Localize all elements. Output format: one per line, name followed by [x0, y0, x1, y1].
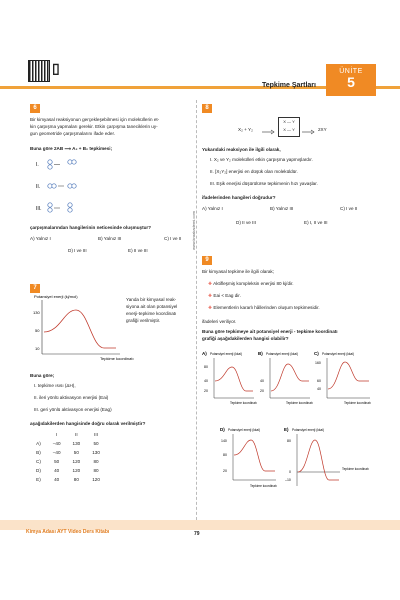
- cell: 40: [54, 477, 60, 482]
- qr-code-icon: [28, 60, 50, 82]
- text-line: enerji-tepkime koordinatı: [126, 311, 177, 316]
- text-line: Yanda bir kimyasal reak-: [126, 297, 177, 302]
- cell: 130: [72, 441, 81, 446]
- item-text: II. ileri yönlü aktivasyon enerjisi (Eai): [34, 395, 109, 400]
- side-url: www.kraakademi.com: [191, 211, 196, 250]
- item-label: II.: [36, 184, 41, 190]
- chart-xlabel: Tepkime koordinatı: [342, 467, 369, 471]
- q9-bullets: [208, 280, 320, 311]
- q6-option-b[interactable]: B) Yalnız III: [98, 236, 122, 241]
- question-number: 7: [30, 284, 40, 293]
- option-chart: [284, 426, 369, 492]
- option-chart: [202, 350, 257, 410]
- option-label: E): [284, 427, 289, 432]
- q8-option-b[interactable]: B) Yalnız III: [270, 206, 294, 211]
- option-letter: E): [36, 477, 41, 482]
- table-header-row: [30, 430, 106, 439]
- svg-text:80: 80: [204, 365, 208, 369]
- q8-option-e[interactable]: E) I, II ve III: [304, 220, 328, 225]
- svg-text:40: 40: [317, 387, 321, 391]
- unit-label: ÜNİTE: [339, 68, 363, 75]
- page-number: 79: [194, 531, 200, 537]
- cell: –40: [52, 441, 61, 446]
- svg-text:–10: –10: [285, 478, 291, 482]
- q9-chart-c[interactable]: [314, 350, 374, 415]
- q7-chart: [30, 294, 134, 364]
- cell: 120: [92, 477, 100, 482]
- text-line: gun geometride çarpışmalarını ifade eder.: [30, 131, 116, 136]
- question-line: Buna göre tepkimeye ait potansiyel enerji - tepkime koordinatı: [202, 329, 338, 334]
- question-number: 8: [202, 104, 212, 113]
- energy-curve: [44, 310, 116, 348]
- option-label: D): [220, 427, 225, 432]
- q6-intro: [30, 116, 190, 137]
- option-label: A): [202, 351, 207, 356]
- option-letter: B): [36, 450, 41, 455]
- table-row[interactable]: [30, 475, 106, 484]
- item-text: III. geri yönlü aktivasyon enerjisi (Eag): [34, 407, 112, 412]
- svg-text:160: 160: [315, 361, 321, 365]
- q6-question: çarpışmalarından hangilerinin neticesinde oluşmuştur?: [30, 225, 151, 230]
- item-text: I. X₂ ve Y₂ molekülleri etkin çarpışma yapmışlardır.: [210, 157, 313, 162]
- q8-option-d[interactable]: D) II ve III: [236, 220, 256, 225]
- q9-chart-b[interactable]: [258, 350, 313, 415]
- cell: 50: [93, 441, 99, 446]
- item-label: I.: [36, 162, 39, 168]
- text-line: kin çarpışma yapmaları gerekir. Etkin çarpışma taneciklerin uy-: [30, 124, 158, 129]
- option-letter: A): [36, 441, 41, 446]
- svg-text:80: 80: [287, 439, 291, 443]
- collision-diagram: [36, 158, 96, 220]
- q8-items: [210, 156, 318, 187]
- cell: 130: [92, 450, 100, 455]
- svg-text:60: 60: [317, 379, 321, 383]
- question-number: 6: [30, 104, 40, 113]
- bullet-text: Aktifleşmiş kompleksin enerjisi 80 kj/dir.: [213, 281, 294, 286]
- cell: 120: [72, 468, 81, 473]
- q8-arrow-icon: [302, 122, 314, 140]
- q8-activated-complex: [278, 117, 300, 137]
- ytick-50: 50: [35, 328, 40, 333]
- chart-xlabel: Tepkime koordinatı: [344, 401, 371, 405]
- q8-reaction-right: 2XY: [318, 127, 327, 132]
- q9-question: [202, 328, 377, 342]
- svg-text:20: 20: [260, 389, 264, 393]
- unit-badge: [326, 64, 376, 96]
- diamond-icon: ❖: [208, 293, 213, 298]
- cell: 120: [72, 459, 81, 464]
- book-title: Kimya Adası AYT Video Ders Kitabı: [26, 529, 110, 535]
- q9-info: ifadeleri veriliyor.: [202, 319, 237, 324]
- chart-xlabel: Tepkime koordinatı: [250, 484, 277, 488]
- ytick-130: 130: [33, 310, 40, 315]
- diamond-icon: ❖: [208, 305, 213, 310]
- svg-text:140: 140: [221, 439, 227, 443]
- chart-xlabel: Tepkime koordinatı: [230, 401, 257, 405]
- q9-chart-e[interactable]: [284, 426, 369, 497]
- q8-reaction-left: X₂ + Y₂: [238, 127, 253, 132]
- cell: 80: [93, 459, 99, 464]
- ytick-10: 10: [35, 346, 40, 351]
- svg-text:20: 20: [223, 469, 227, 473]
- q6-option-d[interactable]: D) I ve III: [68, 248, 87, 253]
- q7-side-text: [126, 296, 196, 324]
- cell: 50: [73, 450, 79, 455]
- chart-xlabel: Tepkime koordinatı: [100, 356, 134, 361]
- q8-option-c[interactable]: C) I ve II: [340, 206, 358, 211]
- chart-ylabel: Potansiyel enerji (kj/mol): [34, 294, 78, 299]
- chart-ylabel: Potansiyel enerji (kkal): [292, 428, 325, 432]
- item-text: I. tepkime ısısı (ΔH),: [34, 383, 76, 388]
- cell: 80: [93, 468, 99, 473]
- complex-bottom: X — Y: [283, 127, 295, 132]
- text-line: grafiği verilmiştir.: [126, 318, 161, 323]
- q7-question: aşağıdakilerden hangisinde doğru olarak verilmiştir?: [30, 421, 146, 426]
- chart-xlabel: Tepkime koordinatı: [286, 401, 313, 405]
- q7-prompt: Buna göre;: [30, 373, 55, 378]
- q8-option-a[interactable]: A) Yalnız I: [202, 206, 223, 211]
- table-header: I: [56, 432, 58, 437]
- answer-table: [30, 430, 106, 484]
- q7-energy-chart: [30, 294, 134, 364]
- bullet-row: [208, 304, 320, 311]
- q6-prompt: Buna göre 2AB ⟶ A₂ + B₂ tepkimesi;: [30, 146, 113, 151]
- option-label: C): [314, 351, 319, 356]
- option-letter: C): [36, 459, 41, 464]
- option-letter: D): [36, 468, 41, 473]
- svg-text:80: 80: [223, 453, 227, 457]
- option-chart: [258, 350, 313, 410]
- q6-option-e[interactable]: E) II ve III: [128, 248, 148, 253]
- text-line: siyona ait olan potansiyel: [126, 304, 178, 309]
- bullet-text: Elementlerin kararlı hâllerinden oluşum tepkimesidir.: [213, 305, 320, 310]
- cell: 40: [54, 468, 60, 473]
- q8-arrow-icon: [262, 122, 274, 140]
- q6-option-a[interactable]: A) Yalnız I: [30, 236, 51, 241]
- table-row[interactable]: [30, 466, 106, 475]
- chart-ylabel: Potansiyel enerji (kkal): [210, 352, 243, 356]
- chart-ylabel: Potansiyel enerji (kkal): [266, 352, 299, 356]
- svg-text:40: 40: [204, 379, 208, 383]
- svg-text:20: 20: [204, 389, 208, 393]
- option-chart: [220, 426, 280, 492]
- page-mark-icon: ▯: [52, 60, 60, 76]
- svg-text:0: 0: [289, 470, 291, 474]
- table-row[interactable]: [30, 457, 106, 466]
- diamond-icon: ❖: [208, 281, 213, 286]
- table-row[interactable]: [30, 439, 106, 448]
- option-chart: [314, 350, 374, 410]
- item-text: II. [X₂Y₂] enerjisi en düşük olan moleküldür.: [210, 169, 298, 174]
- question-number: 9: [202, 256, 212, 265]
- q8-question: ifadelerinden hangileri doğrudur?: [202, 195, 276, 200]
- table-header: [30, 430, 47, 439]
- section-title: Tepkime Şartları: [262, 82, 316, 89]
- item-label: III.: [36, 206, 42, 212]
- q8-intro: Yukarıdaki reaksiyon ile ilgili olarak,: [202, 147, 281, 152]
- chart-ylabel: Potansiyel enerji (kkal): [322, 352, 355, 356]
- option-label: B): [258, 351, 263, 356]
- svg-text:40: 40: [260, 379, 264, 383]
- q9-intro: Bir kimyasal tepkime ile ilgili olarak;: [202, 269, 274, 274]
- q7-items: [34, 382, 112, 413]
- column-divider: [196, 100, 197, 530]
- complex-top: X — Y: [283, 119, 295, 124]
- q6-collision-diagrams: [36, 158, 96, 218]
- cell: –40: [52, 450, 61, 455]
- q9-chart-d[interactable]: [220, 426, 280, 497]
- question-line: grafiği aşağıdakilerden hangisi olabilir?: [202, 336, 289, 341]
- bullet-row: [208, 292, 320, 299]
- cell: 50: [54, 459, 60, 464]
- q6-option-c[interactable]: C) I ve II: [164, 236, 182, 241]
- chart-ylabel: Potansiyel enerji (kkal): [228, 428, 261, 432]
- q7-answer-table: [30, 430, 106, 484]
- text-line: Bir kimyasal reaksiyonun gerçekleşebilmesi için moleküllerin et-: [30, 117, 160, 122]
- item-text: III. Eşik enerjisi düşürülürse tepkimenin hızı yavaşlar.: [210, 181, 318, 186]
- table-row[interactable]: [30, 448, 106, 457]
- bullet-row: [208, 280, 320, 287]
- unit-number: 5: [347, 74, 355, 90]
- bullet-text: Eai < Eag dir.: [213, 293, 241, 298]
- cell: 80: [73, 477, 79, 482]
- q9-chart-a[interactable]: [202, 350, 257, 415]
- table-header: III: [94, 432, 98, 437]
- table-header: II: [75, 432, 78, 437]
